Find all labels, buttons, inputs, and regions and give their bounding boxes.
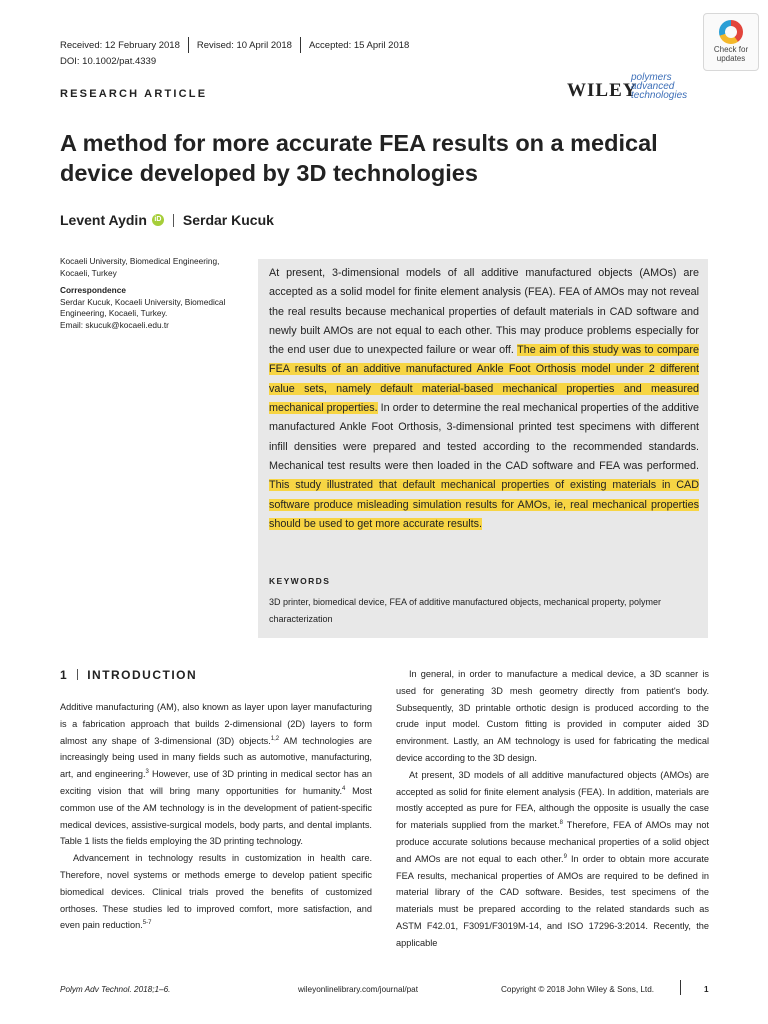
article-dates: [60, 37, 409, 53]
doi[interactable]: DOI: 10.1002/pat.4339: [60, 56, 157, 67]
journal-logo-line: technologies: [631, 90, 688, 101]
divider: [680, 980, 681, 995]
text-run: AM technologies are increasingly being used in many fields such as automotive, manufacturing, art, and engineering.: [60, 735, 372, 780]
author-name[interactable]: Serdar Kucuk: [182, 212, 274, 228]
paragraph: In general, in order to manufacture a medical device, a 3D scanner is used for generating 3D mesh geometry directly from patient's body. Subsequently, 3D printable orthotic design is produced according to the crude input model. Custom fitting is provided in computer aided 3D environment. Lastly, an AM technology is used for fabricating the medical device according to the 3D design.: [396, 669, 709, 763]
affiliation-block: [60, 256, 246, 331]
journal-logo: [631, 73, 687, 100]
article-title: A method for more accurate FEA results on a medical device developed by 3D technologies: [60, 130, 658, 186]
correspondence-email[interactable]: Email: skucuk@kocaeli.edu.tr: [60, 319, 169, 330]
journal-logo-line: advanced: [631, 81, 675, 92]
keywords-text: 3D printer, biomedical device, FEA of additive manufactured objects, mechanical property, polymer characterization: [269, 597, 662, 624]
abstract-segment: In order to determine the real mechanical properties of the additive manufactured Ankle Foot Orthosis, 3-dimensional printed test specimens with different infill densities were prepared and tested according to the recommended standards. Mechanical test results were then loaded in the CAD software and FEA was performed.: [269, 402, 700, 472]
section-label: RESEARCH ARTICLE: [60, 88, 208, 100]
received-date: Received: 12 February 2018: [60, 39, 180, 51]
page-number: 1: [704, 985, 709, 994]
citation[interactable]: 8: [559, 820, 564, 827]
text-run: Additive manufacturing (AM), also known as layer upon layer manufacturing is a fabrication approach that builds 2-dimensional (2D) layers to form almost any shape of 3-dimensional (3D) objects.: [60, 702, 372, 746]
text-run: However, use of 3D printing in medical sector has an exciting vision that will bring many opportunities for humanity.: [60, 769, 373, 796]
crossmark-icon: [719, 20, 743, 44]
section-number: 1: [60, 668, 69, 682]
section-heading: [60, 668, 197, 682]
check-label-2: updates: [716, 54, 746, 63]
footer-journal: Polym Adv Technol. 2018;1–6.: [60, 985, 171, 994]
highlighted-text: This study illustrated that default mechanical properties of existing materials in CAD software produce misleading simulation results for AMOs, ie, real mechanical properties should be used to get more accurate results.: [269, 479, 699, 530]
orcid-icon[interactable]: iD: [152, 214, 164, 226]
check-label-1: Check for: [713, 45, 749, 54]
citation[interactable]: 4: [342, 785, 346, 792]
citation[interactable]: 3: [145, 769, 149, 776]
text-run: In order to obtain more accurate FEA results, mechanical properties of AMOs are required to be defined in material library of the CAD software. Besides, test specimens of the materials must be prepared according to the related standards such as ASTM F42.01, F3091/F3019M-14, and ISO 17296-3:2014. Recently, the applicable: [396, 853, 710, 948]
citation[interactable]: 1,2: [270, 735, 280, 742]
left-column: [60, 699, 372, 934]
author-name[interactable]: Levent Aydin: [60, 212, 147, 228]
journal-logo-line: polymers: [631, 72, 672, 83]
institution: Kocaeli University, Biomedical Engineering, Kocaeli, Turkey: [60, 256, 220, 278]
right-column: [396, 666, 709, 952]
divider: [77, 669, 78, 680]
keywords-label: KEYWORDS: [269, 576, 331, 586]
divider: [173, 214, 174, 227]
divider: [188, 37, 189, 53]
citation[interactable]: 5-7: [142, 920, 152, 927]
publisher-logo: WILEY: [567, 80, 638, 101]
accepted-date: Accepted: 15 April 2018: [308, 39, 410, 51]
paragraph: [60, 850, 372, 934]
correspondence-address: Serdar Kucuk, Kocaeli University, Biomedical Engineering, Kocaeli, Turkey.: [60, 296, 226, 318]
revised-date: Revised: 10 April 2018: [196, 39, 292, 51]
paragraph: [396, 767, 709, 952]
author-list: [60, 212, 274, 228]
text-run: Advancement in technology results in customization in health care. Therefore, novel systems or methods emerge to develop patient specific biomedical devices. Clinical trials proved the benefits of customized orthoses. These studies led to improved comfort, more satisfaction, and even pain reduction.: [60, 853, 372, 931]
citation[interactable]: 9: [563, 853, 567, 860]
abstract-text: [269, 264, 699, 534]
footer-url[interactable]: wileyonlinelibrary.com/journal/pat: [298, 985, 418, 994]
section-title: INTRODUCTION: [87, 668, 198, 682]
text-run: Most common use of the AM technology is in the development of patient-specific medical devices, assistive-surgical models, body parts, and dental implants. Table 1 lists the fields employing the 3D printing technology.: [60, 785, 372, 847]
divider: [300, 37, 301, 53]
text-run: Therefore, FEA of AMOs may not produce accurate solutions because mechanical properties of a solid object and AMOs are not equal to each other.: [396, 820, 709, 864]
check-for-updates-badge[interactable]: [703, 13, 759, 71]
correspondence-label: Correspondence: [60, 285, 126, 295]
footer-copyright: Copyright © 2018 John Wiley & Sons, Ltd.: [501, 985, 655, 994]
abstract-segment: At present, 3-dimensional models of all additive manufactured objects (AMOs) are accepted as a solid model for finite element analysis (FEA). FEA of AMOs may not reveal the real results because mechanical properties of default materials in CAD software and newly built AMOs are not equal to each other. This may produce problems especially for the end user due to unexpected failure or wear off.: [269, 267, 699, 357]
paragraph: [60, 699, 372, 850]
text-run: At present, 3D models of all additive manufactured objects (AMOs) are accepted as solid for finite element analysis (FEA). In addition, materials are mostly accepted as pure for FEA, although the opposite is usually the case for materials supplied from the market.: [396, 769, 709, 831]
highlighted-text: The aim of this study was to compare FEA results of an additive manufactured Ankle Foot Orthosis model under 2 different value sets, namely default material-based mechanical properties and measured mechanical properties.: [269, 344, 699, 415]
